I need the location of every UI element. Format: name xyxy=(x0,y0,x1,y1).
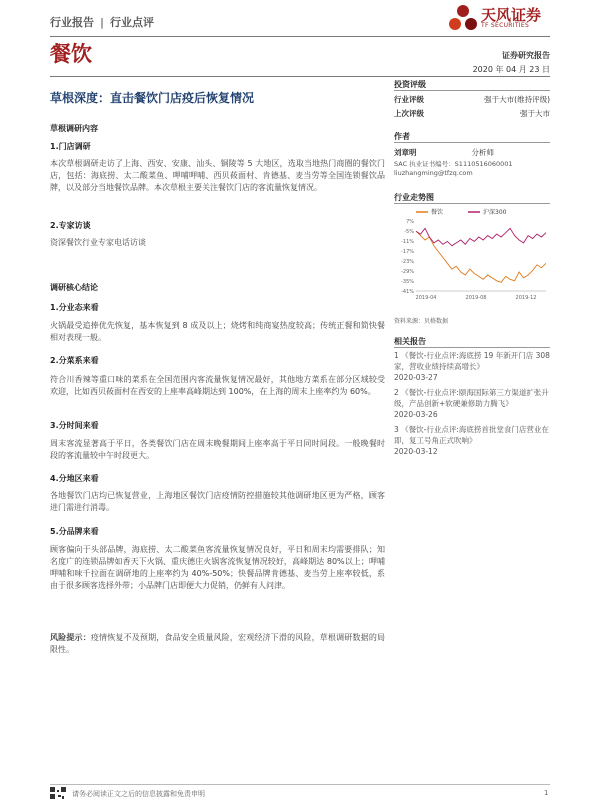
logo-en: TF SECURITIES xyxy=(481,22,530,29)
conclusion-body-1: 火锅最受追捧优先恢复，基本恢复到 8 成及以上；烧烤和纯商宴热度较高；传统正餐和简快餐相对表现一般。 xyxy=(50,321,385,342)
conclusion-heading-1: 1.分业态来看 xyxy=(50,303,99,312)
chart-source: 资料来源：贝格数据 xyxy=(394,318,449,325)
related-report-text[interactable]: 3 《餐饮-行业点评:海底捞首批堂食门店营业在即，复工号角正式吹响》 xyxy=(394,425,549,445)
rating-title: 投资评级 xyxy=(394,80,426,89)
trend-title: 行业走势图 xyxy=(394,193,434,202)
industry-title: 餐饮 xyxy=(50,42,92,66)
report-category: 证券研究报告 xyxy=(502,51,550,60)
author-rule xyxy=(394,142,550,143)
y-tick-label: -11% xyxy=(401,239,414,245)
y-tick-label: 7% xyxy=(406,219,414,225)
related-report[interactable] xyxy=(394,424,550,457)
rating-value: 强于大市 xyxy=(520,109,550,118)
related-report[interactable] xyxy=(394,387,550,420)
related-report[interactable] xyxy=(394,350,550,383)
author-row xyxy=(394,147,494,158)
conclusion-body-5: 顾客偏向于头部品牌，海底捞、太二酸菜鱼客流量恢复情况良好，平日和周末均需要排队；知名度广的连锁品牌如香天下火锅、重庆德庄火锅客流恢复情况较好，高峰期达 80%以上；呷哺呷哺和味千拉面在调研地的上座率约为 40%-50%；快餐品牌肯德基、麦当劳上座率较低，系由于很多顾客选择外带；小品牌门店即便大力促销，仍鲜有人问津。 xyxy=(50,545,385,590)
top-rule xyxy=(50,36,550,37)
author-name: 刘章明 xyxy=(394,148,417,157)
conclusion-heading-2: 2.分菜系来看 xyxy=(50,356,99,365)
author-title: 作者 xyxy=(394,132,410,141)
related-report-date: 2020-03-27 xyxy=(394,373,438,382)
trend-rule xyxy=(394,203,550,204)
y-tick-label: -41% xyxy=(401,289,414,295)
research-section-title: 草根调研内容 xyxy=(50,124,98,133)
rating-key: 上次评级 xyxy=(394,109,424,118)
footer-rule xyxy=(50,784,550,785)
logo-name: 天风证券 xyxy=(481,6,542,24)
risk-warning xyxy=(50,632,385,656)
qr-code-icon xyxy=(50,787,66,799)
conclusions-title: 调研核心结论 xyxy=(50,283,98,292)
report-date: 2020 年 04 月 23 日 xyxy=(472,65,550,74)
header-rule xyxy=(50,76,550,77)
rating-key: 行业评级 xyxy=(394,95,424,104)
research-heading-2: 2.专家访谈 xyxy=(50,221,91,230)
related-report-date: 2020-03-26 xyxy=(394,410,438,419)
conclusion-heading-4: 4.分地区来看 xyxy=(50,474,99,483)
conclusion-body-4: 各地餐饮门店均已恢复营业，上海地区餐饮门店疫情防控措施较其他调研地区更为严格，顾客进门需进行消毒。 xyxy=(50,491,385,512)
legend-label: 沪深300 xyxy=(483,209,507,216)
x-tick-label: 2019-04 xyxy=(415,295,437,301)
page-number: 1 xyxy=(544,789,549,797)
tf-securities-logo xyxy=(446,2,556,36)
y-tick-label: -29% xyxy=(401,269,414,275)
legend-label: 餐饮 xyxy=(431,209,444,216)
author-role: 分析师 xyxy=(471,148,494,157)
research-body-1: 本次草根调研走访了上海、西安、安康、汕头、铜陵等 5 大地区，选取当地热门商圈的餐饮门店，包括：海底捞、太二酸菜鱼、呷哺呷哺、西贝莜面村、肯德基、麦当劳等全国连锁餐饮品牌，以及部分当地餐饮品牌。本次草根主要关注餐饮门店的客流量恢复情况。 xyxy=(50,159,385,192)
x-tick-label: 2019-08 xyxy=(465,295,487,301)
conclusion-body-2: 符合川香辣等重口味的菜系在全国范围内客流量恢复情况最好，其他地方菜系在部分区域较受欢迎，比如西贝莜面村在西安的上座率高峰期达到 100%，在上海的周末上座率约为 60%。 xyxy=(50,375,385,396)
risk-body: 疫情恢复不及预期，食品安全质量风险，宏观经济下滑的风险，草根调研数据的局限性。 xyxy=(50,633,385,654)
risk-label: 风险提示： xyxy=(50,633,91,642)
series-line xyxy=(416,228,546,246)
related-report-date: 2020-03-12 xyxy=(394,447,438,456)
report-subtype: 行业点评 xyxy=(110,16,155,29)
y-tick-label: -5% xyxy=(404,229,414,235)
logo-mark-icon xyxy=(446,2,480,36)
y-tick-label: -35% xyxy=(401,279,414,285)
y-tick-label: -23% xyxy=(401,259,414,265)
footer-disclaimer: 请务必阅读正文之后的信息披露和免责申明 xyxy=(72,790,205,798)
conclusion-heading-3: 3.分时间来看 xyxy=(50,421,99,430)
rating-row xyxy=(394,94,550,105)
rating-value: 强于大市(维持评级) xyxy=(484,95,550,104)
report-type-bar xyxy=(50,14,154,30)
rating-rule xyxy=(394,90,550,91)
research-body-2: 资深餐饮行业专家电话访谈 xyxy=(50,238,146,247)
y-tick-label: -17% xyxy=(401,249,414,255)
related-report-text[interactable]: 1 《餐饮-行业点评:海底捞 19 年新开门店 308 家，营收业绩持续高增长》 xyxy=(394,351,550,371)
related-title: 相关报告 xyxy=(394,337,426,346)
x-tick-label: 2019-12 xyxy=(515,295,537,301)
separator: | xyxy=(100,16,105,29)
conclusion-heading-5: 5.分品牌来看 xyxy=(50,527,99,536)
rating-row xyxy=(394,108,550,119)
conclusion-body-3: 周末客流显著高于平日，各类餐饮门店在周末晚餐期间上座率高于平日同时间段。一般晚餐时段的客流量较中午时段更大。 xyxy=(50,439,385,460)
author-sac: SAC 执业证书编号：S1110516060001 xyxy=(394,160,513,168)
report-headline: 草根深度：直击餐饮门店疫后恢复情况 xyxy=(50,91,255,105)
industry-trend-chart xyxy=(394,205,550,305)
related-rule xyxy=(394,347,550,348)
related-report-text[interactable]: 2 《餐饮-行业点评:颐海国际第三方渠道扩张升级，产品创新+软硬兼修助力腾飞》 xyxy=(394,388,549,408)
research-heading-1: 1.门店调研 xyxy=(50,142,91,151)
author-email[interactable]: liuzhangming@tfzq.com xyxy=(394,169,473,177)
report-type: 行业报告 xyxy=(50,16,94,29)
